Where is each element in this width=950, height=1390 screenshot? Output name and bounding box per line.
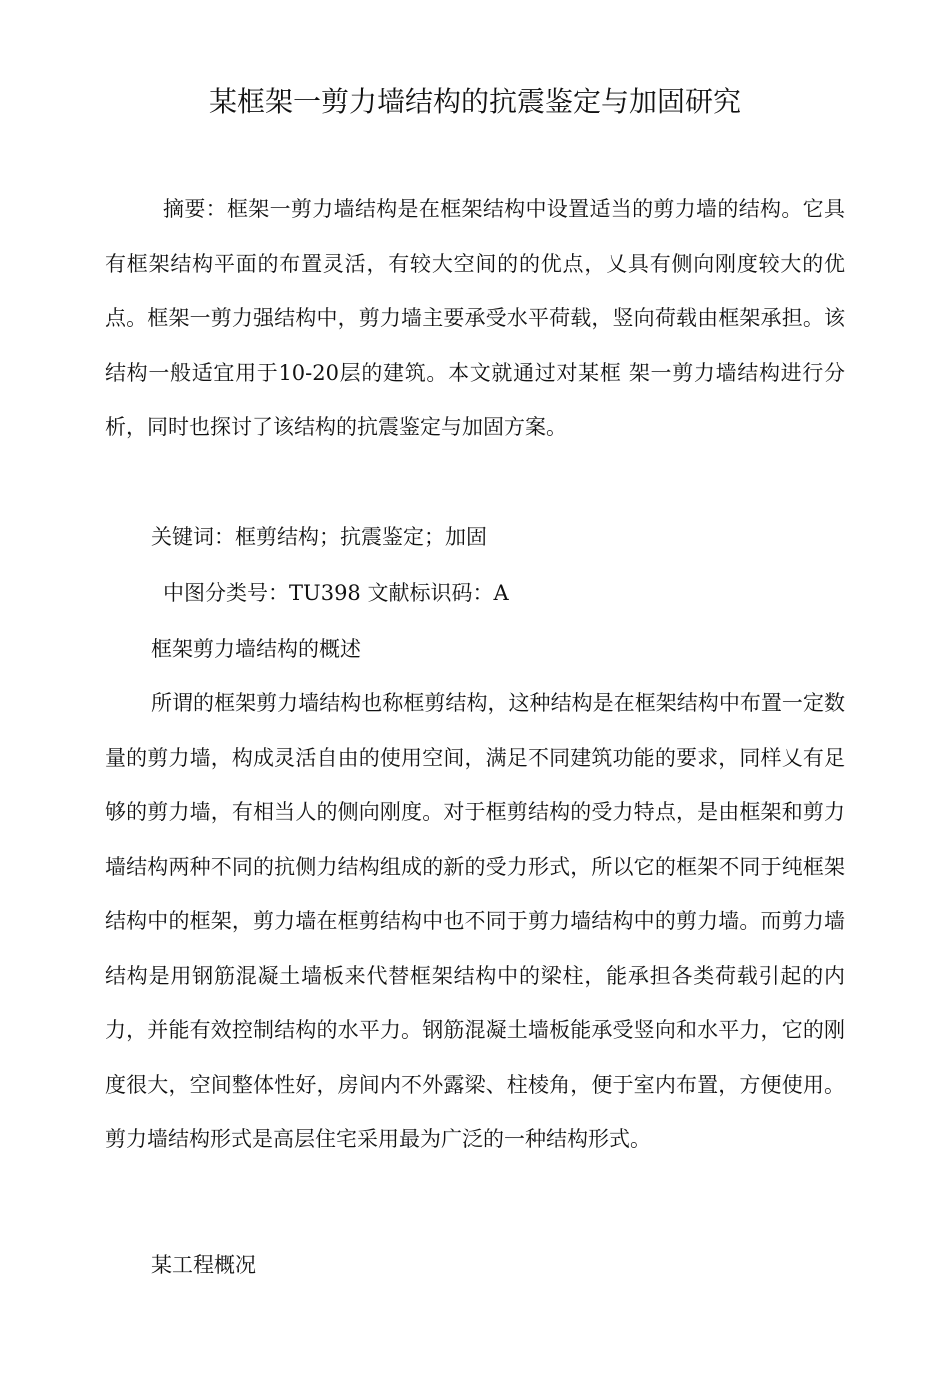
classification-line: 中图分类号：TU398 文献标识码：A — [163, 581, 509, 605]
abstract-paragraph: 摘要：框架一剪力墙结构是在框架结构中设置适当的剪力墙的结构。它具有框架结构平面的布置灵活，有较大空间的的优点，乂具有侧向刚度较大的优点。框架一剪力强结构中，剪力墙主要承受水平荷载，竖向荷载由框架承担。该结构一般适宜用于10-20层的建筑。本文就通过对某框 架一剪力墙结构进行分析，同时也探讨了该结构的抗震鉴定与加固方案。 — [105, 197, 845, 439]
section-heading-overview: 框架剪力墙结构的概述 — [151, 637, 361, 661]
keywords-line: 关键词：框剪结构；抗震鉴定；加固 — [151, 525, 487, 549]
document-title: 某框架一剪力墙结构的抗震鉴定与加固研究 — [208, 85, 741, 118]
overview-paragraph: 所谓的框架剪力墙结构也称框剪结构，这种结构是在框架结构中布置一定数量的剪力墙，构成灵活自由的使用空间，满足不同建筑功能的要求，同样乂有足够的剪力墙，有相当人的侧向刚度。对于框剪结构的受力特点，是由框架和剪力墙结构两种不同的抗侧力结构组成的新的受力形式，所以它的框架不同于纯框架结构中的框架，剪力墙在框剪结构中也不同于剪力墙结构中的剪力墙。而剪力墙结构是用钢筋混凝土墙板来代替框架结构中的梁柱，能承担各类荷载引起的内力，并能有效控制结构的水平力。钢筋混凝土墙板能承受竖向和水平力，它的刚度很大，空间整体性好，房间内不外露梁、柱棱角，便于室内布置，方便使用。剪力墙结构形式是高层住宅采用最为广泛的一种结构形式。 — [105, 691, 845, 1151]
section-heading-project: 某工程概况 — [151, 1253, 256, 1277]
